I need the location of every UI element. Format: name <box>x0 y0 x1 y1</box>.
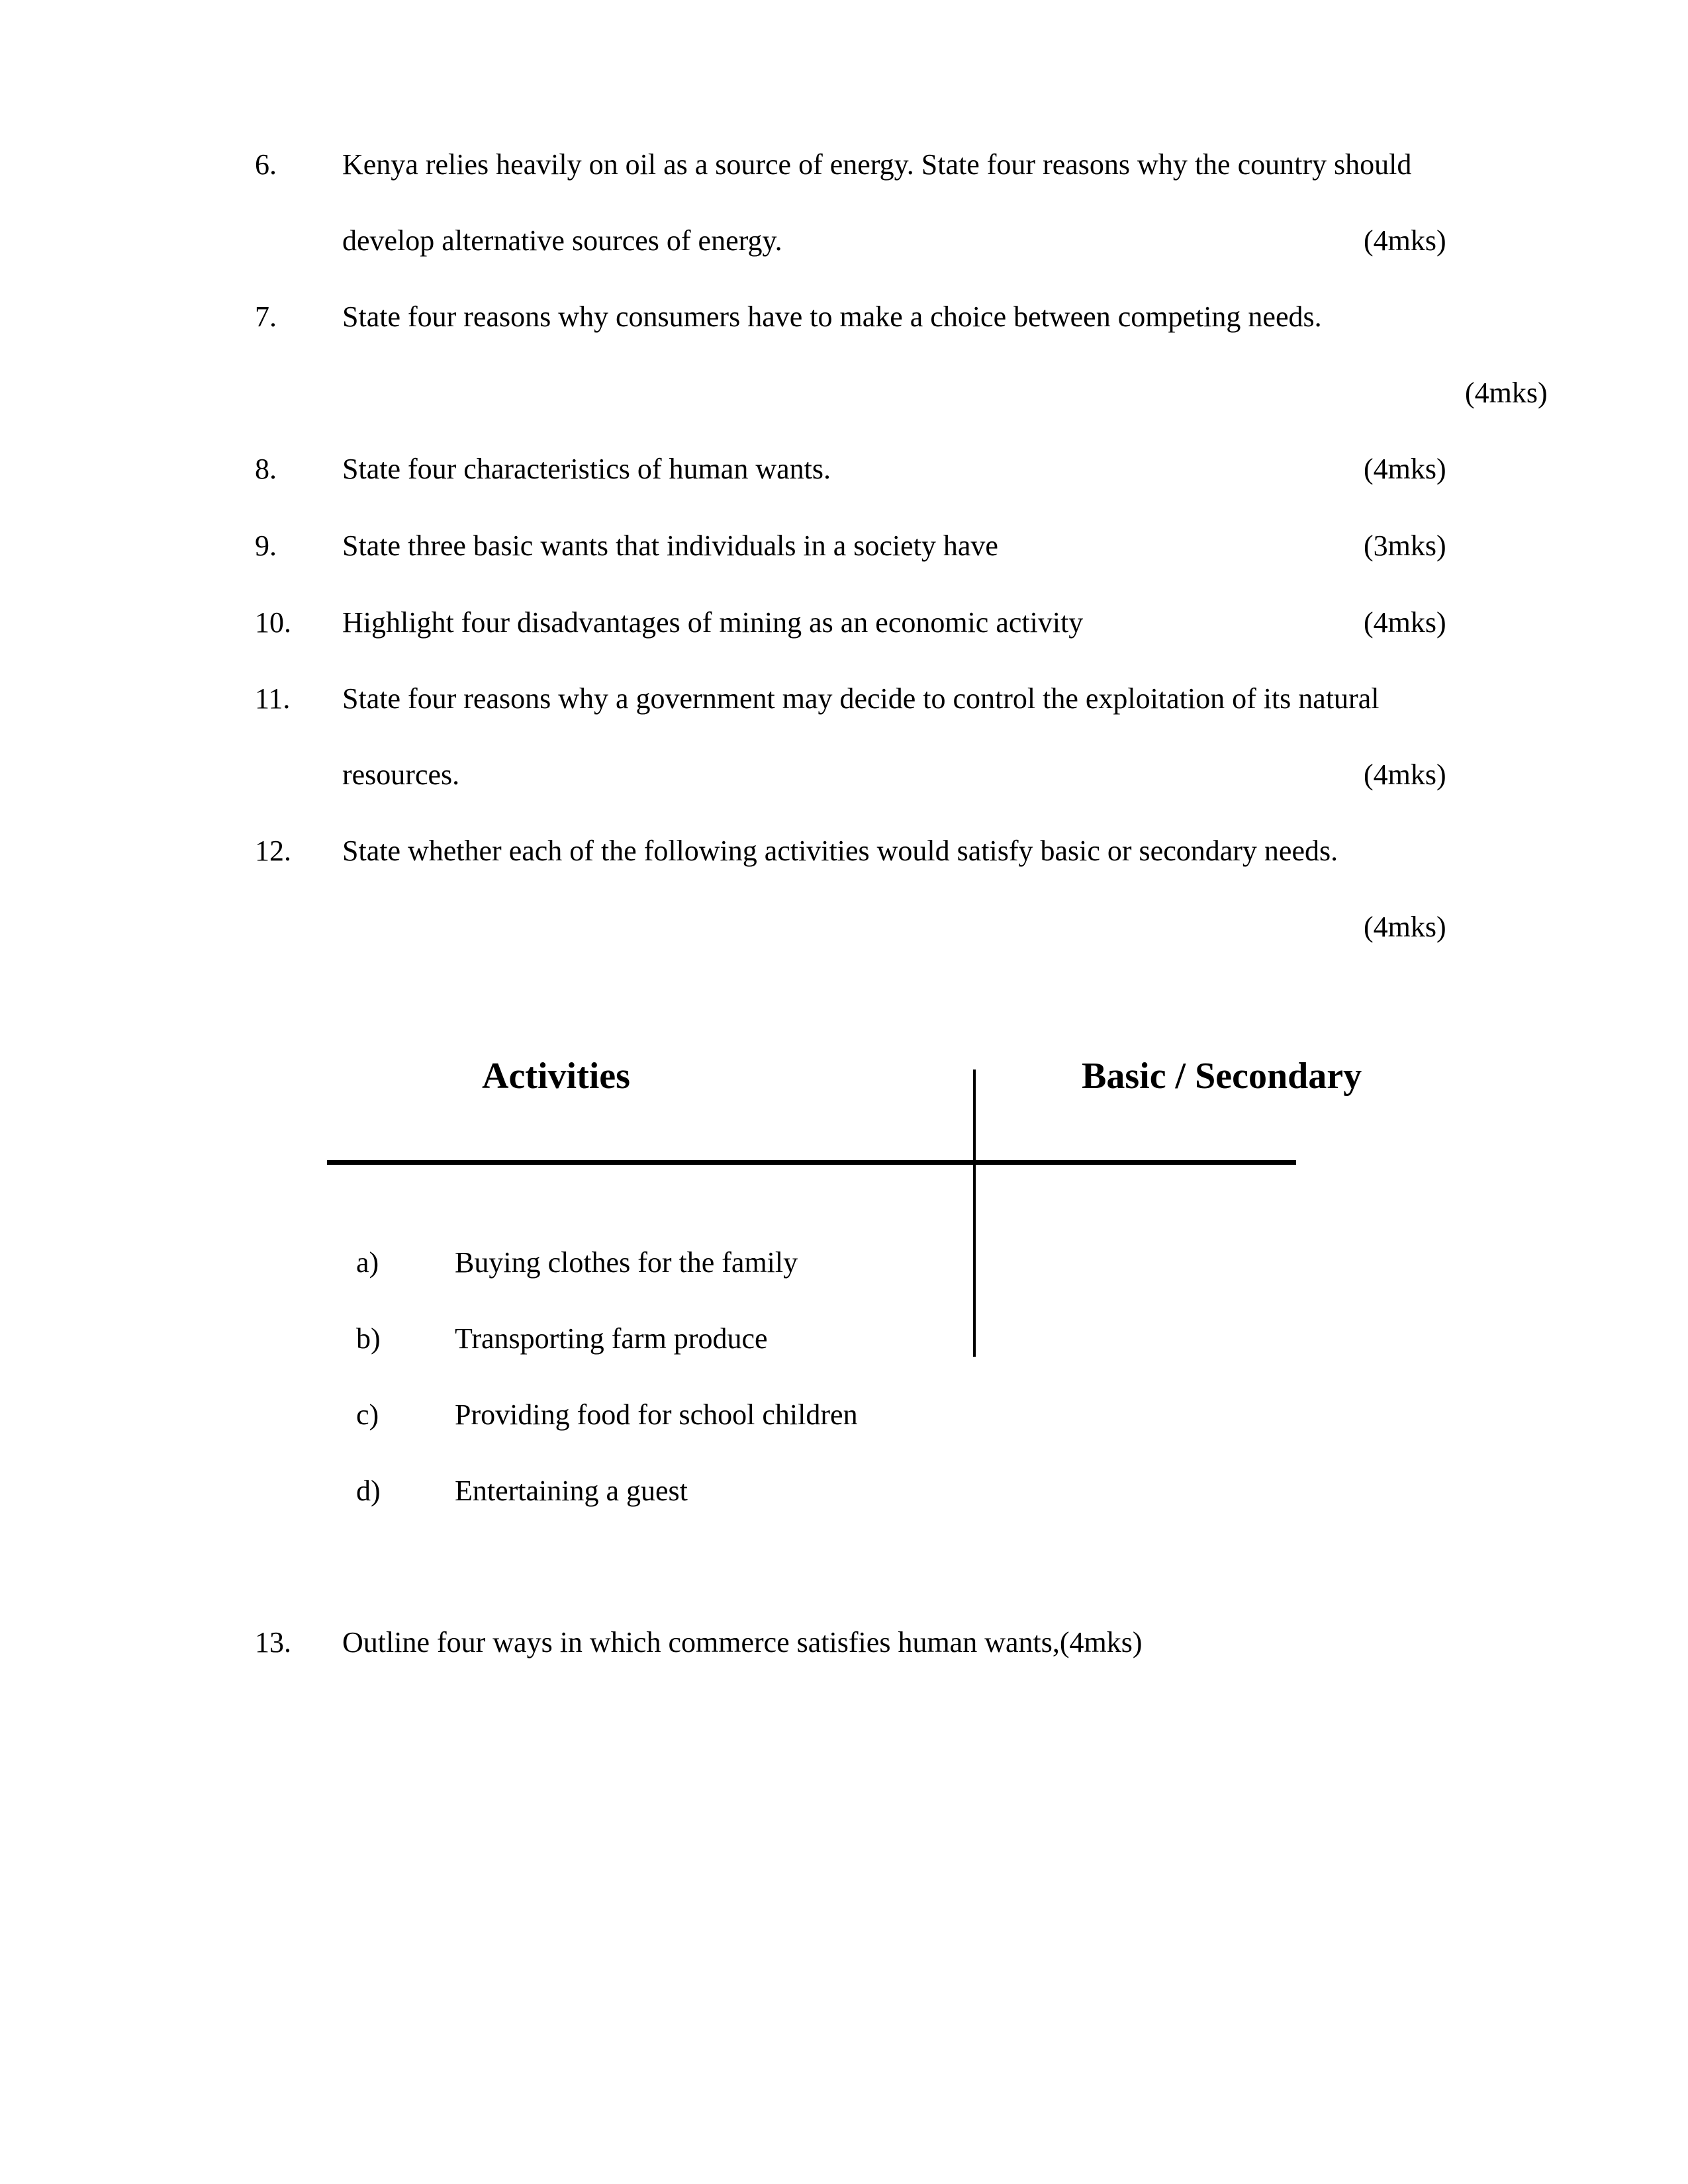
question-7-number: 7. <box>255 300 277 333</box>
question-6-line-2: develop alternative sources of energy. <box>342 224 782 257</box>
question-8-marks: (4mks) <box>1364 453 1446 485</box>
question-13-text: Outline four ways in which commerce satisfies human wants, <box>342 1626 1060 1659</box>
question-7-marks: (4mks) <box>1465 377 1548 409</box>
question-7-line-1: State four reasons why consumers have to make a choice between competing needs. <box>342 300 1322 333</box>
question-8-line-1: State four characteristics of human wants. <box>342 453 831 485</box>
question-13-line-1 <box>342 1628 1143 1657</box>
table-header-rule-line <box>327 1160 1296 1165</box>
table-row-a-letter: a) <box>356 1246 379 1279</box>
table-row-b-text: Transporting farm produce <box>455 1322 768 1355</box>
table-row-d-text: Entertaining a guest <box>455 1475 688 1507</box>
question-11-marks: (4mks) <box>1364 758 1446 791</box>
table-row-a-text: Buying clothes for the family <box>455 1246 798 1279</box>
question-10-line-1: Highlight four disadvantages of mining as an economic activity <box>342 606 1084 639</box>
question-6-marks: (4mks) <box>1364 224 1446 257</box>
question-12-number: 12. <box>255 835 291 867</box>
table-row-b-letter: b) <box>356 1322 381 1355</box>
question-12-marks: (4mks) <box>1364 911 1446 943</box>
question-6-number: 6. <box>255 148 277 181</box>
question-9-marks: (3mks) <box>1364 529 1446 562</box>
question-6-line-1: Kenya relies heavily on oil as a source of energy. State four reasons why the country should <box>342 148 1412 181</box>
question-11-line-1: State four reasons why a government may decide to control the exploitation of its natural <box>342 682 1380 715</box>
question-11-line-2: resources. <box>342 758 460 791</box>
question-13-marks: (4mks) <box>1059 1626 1143 1659</box>
question-9-number: 9. <box>255 529 277 562</box>
table-row-c-text: Providing food for school children <box>455 1398 858 1431</box>
table-row-d-letter: d) <box>356 1475 381 1507</box>
question-10-marks: (4mks) <box>1364 606 1446 639</box>
table-header-activities: Activities <box>482 1056 630 1097</box>
question-13-number: 13. <box>255 1626 291 1659</box>
table-header-basic-secondary: Basic / Secondary <box>1082 1056 1362 1097</box>
question-8-number: 8. <box>255 453 277 485</box>
table-column-divider-line <box>973 1069 976 1357</box>
table-row-c-letter: c) <box>356 1398 379 1431</box>
question-9-line-1: State three basic wants that individuals in a society have <box>342 529 998 562</box>
question-12-line-1: State whether each of the following activities would satisfy basic or secondary needs. <box>342 835 1338 867</box>
question-11-number: 11. <box>255 682 291 715</box>
question-10-number: 10. <box>255 606 291 639</box>
